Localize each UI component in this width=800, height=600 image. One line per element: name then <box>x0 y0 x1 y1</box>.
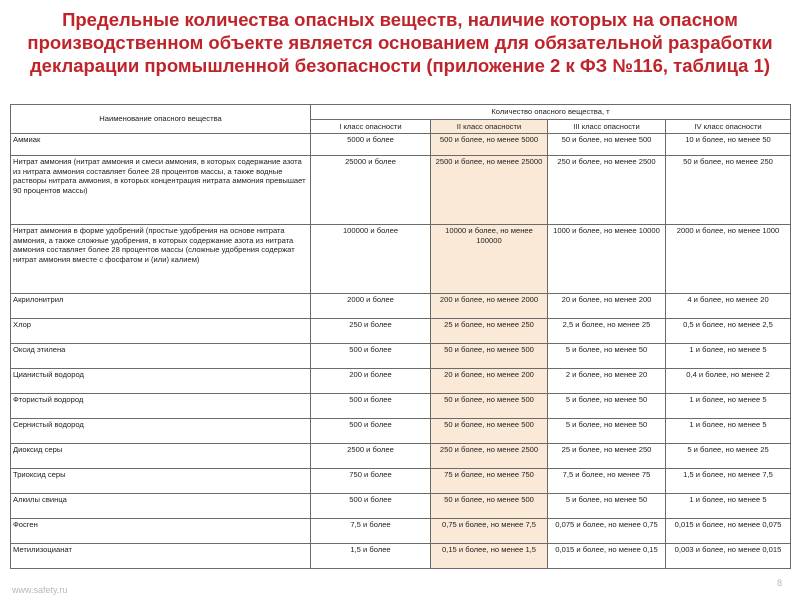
header-class-2: II класс опасности <box>431 119 548 134</box>
table-row <box>11 469 791 494</box>
table-row <box>11 294 791 319</box>
class-1-value: 100000 и более <box>311 225 431 294</box>
class-1-value: 7,5 и более <box>311 519 431 544</box>
table-row <box>11 134 791 156</box>
class-3-value: 5 и более, но менее 50 <box>548 419 666 444</box>
class-3-value: 25 и более, но менее 250 <box>548 444 666 469</box>
class-2-value: 250 и более, но менее 2500 <box>431 444 548 469</box>
class-3-value: 2,5 и более, но менее 25 <box>548 319 666 344</box>
class-1-value: 500 и более <box>311 494 431 519</box>
class-2-value: 10000 и более, но менее 100000 <box>431 225 548 294</box>
class-4-value: 1 и более, но менее 5 <box>666 394 791 419</box>
substance-name: Диоксид серы <box>11 444 311 469</box>
substance-name: Оксид этилена <box>11 344 311 369</box>
header-class-1: I класс опасности <box>311 119 431 134</box>
substance-name: Алкилы свинца <box>11 494 311 519</box>
class-2-value: 50 и более, но менее 500 <box>431 494 548 519</box>
class-1-value: 1,5 и более <box>311 544 431 569</box>
class-2-value: 2500 и более, но менее 25000 <box>431 156 548 225</box>
class-1-value: 500 и более <box>311 344 431 369</box>
class-4-value: 0,003 и более, но менее 0,015 <box>666 544 791 569</box>
class-2-value: 50 и более, но менее 500 <box>431 394 548 419</box>
substance-name: Фтористый водород <box>11 394 311 419</box>
class-1-value: 250 и более <box>311 319 431 344</box>
table-row <box>11 369 791 394</box>
class-3-value: 7,5 и более, но менее 75 <box>548 469 666 494</box>
table-row <box>11 544 791 569</box>
class-3-value: 20 и более, но менее 200 <box>548 294 666 319</box>
class-4-value: 5 и более, но менее 25 <box>666 444 791 469</box>
class-2-value: 20 и более, но менее 200 <box>431 369 548 394</box>
table-row <box>11 156 791 225</box>
class-2-value: 50 и более, но менее 500 <box>431 419 548 444</box>
table-row <box>11 344 791 369</box>
class-3-value: 1000 и более, но менее 10000 <box>548 225 666 294</box>
class-3-value: 2 и более, но менее 20 <box>548 369 666 394</box>
class-1-value: 750 и более <box>311 469 431 494</box>
class-4-value: 1 и более, но менее 5 <box>666 419 791 444</box>
substance-name: Цианистый водород <box>11 369 311 394</box>
footer-url: www.safety.ru <box>12 585 68 595</box>
hazardous-substances-table <box>10 104 791 569</box>
class-3-value: 5 и более, но менее 50 <box>548 394 666 419</box>
class-2-value: 50 и более, но менее 500 <box>431 344 548 369</box>
table-row <box>11 419 791 444</box>
class-2-value: 0,15 и более, но менее 1,5 <box>431 544 548 569</box>
class-4-value: 1 и более, но менее 5 <box>666 494 791 519</box>
page-number: 8 <box>777 578 783 588</box>
class-1-value: 500 и более <box>311 419 431 444</box>
class-1-value: 2000 и более <box>311 294 431 319</box>
class-2-value: 0,75 и более, но менее 7,5 <box>431 519 548 544</box>
substance-name: Сернистый водород <box>11 419 311 444</box>
class-3-value: 50 и более, но менее 500 <box>548 134 666 156</box>
class-4-value: 0,015 и более, но менее 0,075 <box>666 519 791 544</box>
table-row <box>11 494 791 519</box>
table-row <box>11 519 791 544</box>
class-2-value: 500 и более, но менее 5000 <box>431 134 548 156</box>
substance-name: Нитрат аммония (нитрат аммония и смеси аммония, в которых содержание азота из нитрата аммония составляет более 28 процентов массы, а также водные растворы нитрата аммония, в которых концентрация нитрата аммония превышает 90 процентов массы) <box>11 156 311 225</box>
table-row <box>11 394 791 419</box>
class-4-value: 1,5 и более, но менее 7,5 <box>666 469 791 494</box>
class-2-value: 75 и более, но менее 750 <box>431 469 548 494</box>
substance-name: Метилизоцианат <box>11 544 311 569</box>
substance-name: Акрилонитрил <box>11 294 311 319</box>
substance-name: Аммиак <box>11 134 311 156</box>
class-1-value: 200 и более <box>311 369 431 394</box>
table-row <box>11 319 791 344</box>
class-3-value: 5 и более, но менее 50 <box>548 494 666 519</box>
substance-name: Хлор <box>11 319 311 344</box>
class-2-value: 25 и более, но менее 250 <box>431 319 548 344</box>
page-title: Предельные количества опасных веществ, наличие которых на опасном производственном объекте является основанием для обязательной разработки декларации промышленной безопасности (приложение 2 к ФЗ №116, таблица 1) <box>27 9 773 76</box>
class-3-value: 0,015 и более, но менее 0,15 <box>548 544 666 569</box>
class-2-value: 200 и более, но менее 2000 <box>431 294 548 319</box>
class-3-value: 250 и более, но менее 2500 <box>548 156 666 225</box>
class-3-value: 0,075 и более, но менее 0,75 <box>548 519 666 544</box>
class-4-value: 1 и более, но менее 5 <box>666 344 791 369</box>
class-3-value: 5 и более, но менее 50 <box>548 344 666 369</box>
header-class-4: IV класс опасности <box>666 119 791 134</box>
class-1-value: 500 и более <box>311 394 431 419</box>
class-1-value: 2500 и более <box>311 444 431 469</box>
class-4-value: 0,5 и более, но менее 2,5 <box>666 319 791 344</box>
substance-name: Фосген <box>11 519 311 544</box>
class-4-value: 4 и более, но менее 20 <box>666 294 791 319</box>
class-1-value: 25000 и более <box>311 156 431 225</box>
class-1-value: 5000 и более <box>311 134 431 156</box>
table-row <box>11 444 791 469</box>
class-4-value: 50 и более, но менее 250 <box>666 156 791 225</box>
table-row <box>11 225 791 294</box>
header-substance-name: Наименование опасного вещества <box>11 105 311 134</box>
substance-name: Нитрат аммония в форме удобрений (простые удобрения на основе нитрата аммония, а также сложные удобрения, в которых содержание азота из нитрата аммония составляет более 28 процентов массы (сложные удобрения содержат нитрат аммония вместе с фосфатом и (или) калием) <box>11 225 311 294</box>
class-4-value: 2000 и более, но менее 1000 <box>666 225 791 294</box>
header-quantity: Количество опасного вещества, т <box>311 105 791 120</box>
class-4-value: 0,4 и более, но менее 2 <box>666 369 791 394</box>
class-4-value: 10 и более, но менее 50 <box>666 134 791 156</box>
substance-name: Триоксид серы <box>11 469 311 494</box>
header-class-3: III класс опасности <box>548 119 666 134</box>
